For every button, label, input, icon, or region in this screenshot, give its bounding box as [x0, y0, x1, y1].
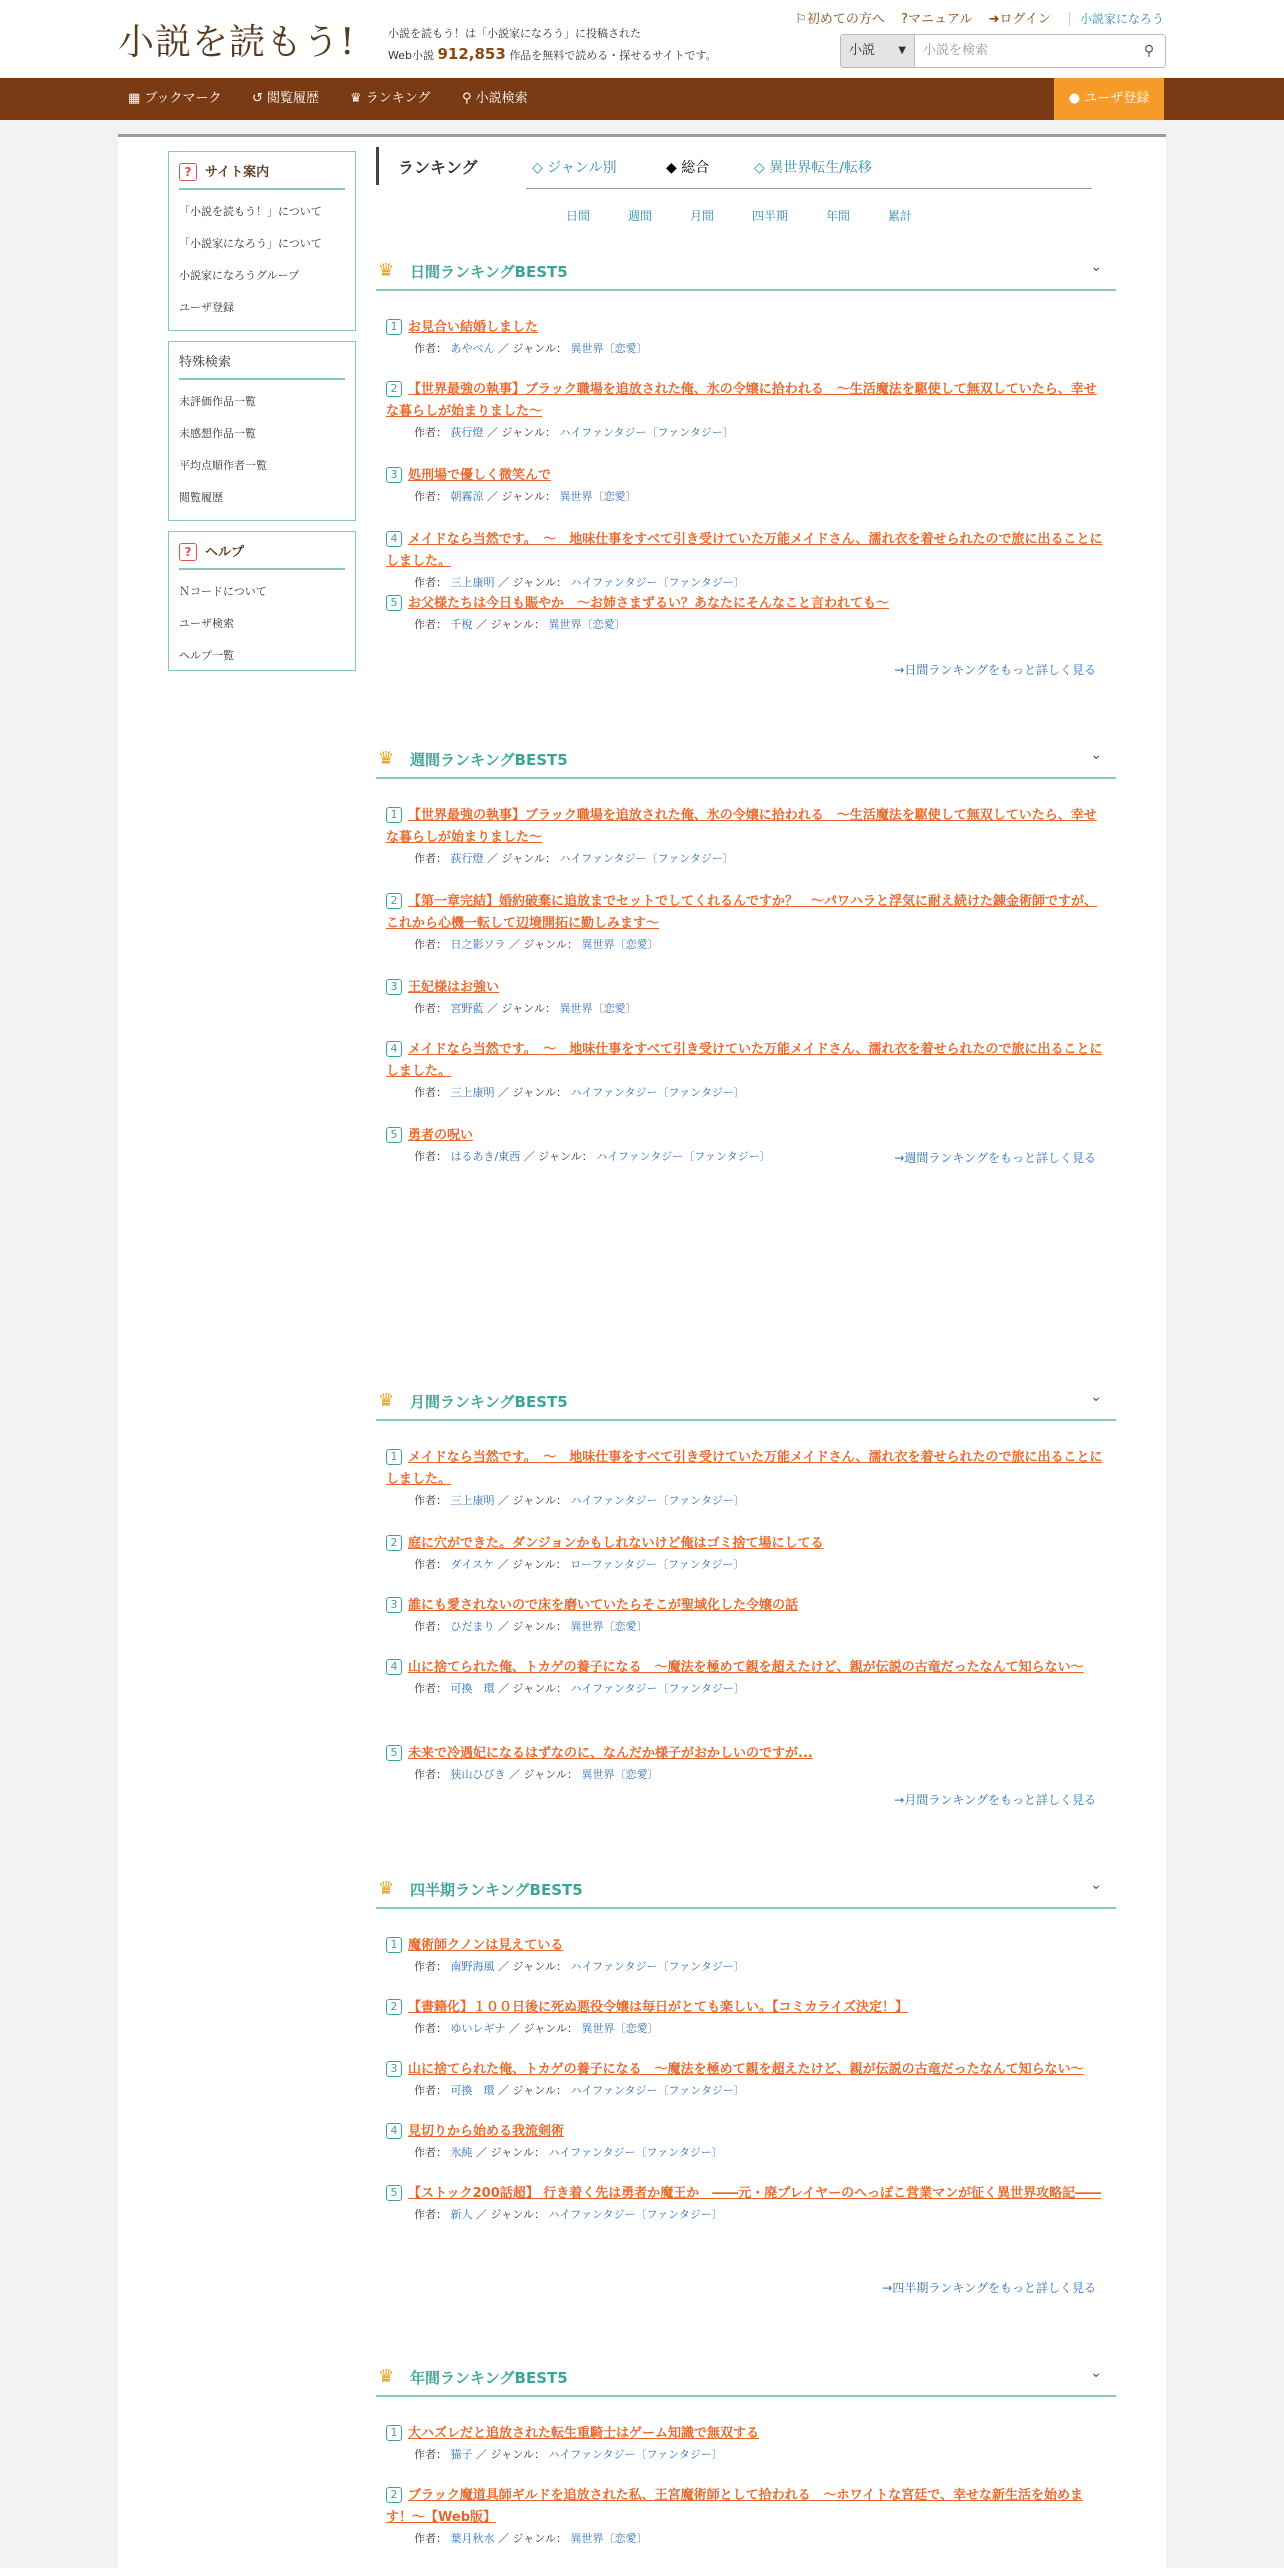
genre-label: ／ ジャンル：: [498, 342, 568, 355]
question-icon: ?: [901, 12, 908, 27]
genre-link[interactable]: ハイファンタジー〔ファンタジー〕: [570, 1494, 745, 1507]
beginner-link[interactable]: ⚐初めての方へ: [795, 12, 885, 27]
period-monthly[interactable]: 月間: [690, 209, 715, 223]
rank-badge: 2: [386, 1999, 402, 2015]
novel-title-link[interactable]: メイドなら当然です。 〜 地味仕事をすべて引き受けていた万能メイドさん、濡れ衣を着せられたので旅に出ることにしました。: [386, 1450, 1103, 1487]
genre-link[interactable]: 異世界〔恋愛〕: [570, 2532, 648, 2545]
author-label: 作者：: [414, 490, 447, 503]
crown-icon: ♛: [378, 1390, 395, 1411]
search-input[interactable]: 小説を検索: [923, 43, 989, 58]
sidebar-item-about-narou[interactable]: 「小説家になろう」について: [179, 237, 322, 250]
sidebar-item-about-yomou[interactable]: 「小説を読もう！」について: [179, 205, 322, 218]
genre-link[interactable]: ハイファンタジー〔ファンタジー〕: [548, 2448, 723, 2461]
list-item: [386, 379, 1106, 443]
work-count: 912,853: [437, 45, 506, 63]
author-link[interactable]: 三上康明: [450, 1494, 495, 1507]
novel-title-link[interactable]: メイドなら当然です。 〜 地味仕事をすべて引き受けていた万能メイドさん、濡れ衣を着せられたので旅に出ることにしました。: [386, 532, 1103, 569]
author-label: 作者：: [414, 2022, 447, 2035]
author-label: 作者：: [414, 1150, 447, 1163]
more-ranking-link[interactable]: →四半期ランキングをもっと詳しく見る: [882, 2281, 1096, 2295]
rank-badge: 3: [386, 979, 402, 995]
genre-label: ／ ジャンル：: [487, 426, 557, 439]
author-link[interactable]: 三上康明: [450, 576, 495, 589]
nav-history[interactable]: ↺ 閲覧履歴: [252, 91, 320, 106]
rank-badge: 1: [386, 319, 402, 335]
period-quarterly[interactable]: 四半期: [752, 209, 789, 223]
novel-meta: [386, 1765, 1106, 1785]
author-label: 作者：: [414, 1002, 447, 1015]
author-link[interactable]: 千梲: [450, 618, 473, 631]
section-header[interactable]: [376, 2357, 1116, 2397]
question-icon: ?: [179, 163, 197, 181]
genre-label: ／ ジャンル：: [498, 1494, 568, 1507]
list-item: [386, 593, 1106, 635]
ranking-section: [376, 251, 1116, 677]
period-yearly[interactable]: 年間: [826, 209, 851, 223]
genre-link[interactable]: ハイファンタジー〔ファンタジー〕: [570, 1086, 745, 1099]
list-item: [386, 2485, 1106, 2549]
period-daily[interactable]: 日間: [566, 209, 591, 223]
rank-badge: 4: [386, 1659, 402, 1675]
section-header[interactable]: [376, 1869, 1116, 1909]
sidebar-item-help-list[interactable]: ヘルプ一覧: [179, 649, 234, 662]
search-box: [840, 34, 1166, 68]
sidebar-guide: [168, 151, 356, 331]
author-link[interactable]: 南野海風: [450, 1960, 495, 1973]
section-header[interactable]: [376, 1381, 1116, 1421]
list-item: [386, 2183, 1106, 2225]
novel-meta: [386, 2143, 1106, 2163]
author-label: 作者：: [414, 576, 447, 589]
crown-icon: ♛: [378, 260, 395, 281]
rank-badge: 5: [386, 1745, 402, 1761]
genre-label: ／ ジャンル：: [498, 1960, 568, 1973]
rank-badge: 2: [386, 893, 402, 909]
chevron-down-icon[interactable]: ⌄: [1090, 259, 1102, 275]
author-label: 作者：: [414, 1682, 447, 1695]
sidebar-help: [168, 531, 356, 671]
chevron-down-icon[interactable]: ⌄: [1090, 1877, 1102, 1893]
genre-label: ／ ジャンル：: [487, 1002, 557, 1015]
author-label: 作者：: [414, 342, 447, 355]
genre-link[interactable]: ハイファンタジー〔ファンタジー〕: [559, 852, 734, 865]
tab-isekai[interactable]: ◇ 異世界転生/転移: [754, 160, 872, 176]
sidebar-item-user-search[interactable]: ユーザ検索: [179, 617, 234, 630]
ranking-tabs: [376, 147, 1126, 185]
sidebar-item-ncode[interactable]: Ｎコードについて: [179, 585, 267, 598]
genre-link[interactable]: 異世界〔恋愛〕: [559, 490, 637, 503]
list-item: [386, 317, 1106, 359]
section-header[interactable]: [376, 251, 1116, 291]
tagline-web: Web小説: [388, 49, 434, 62]
site-logo[interactable]: 小説を読もう!: [118, 22, 356, 63]
genre-label: ／ ジャンル：: [476, 2146, 546, 2159]
novel-title-link[interactable]: 【書籍化】１００日後に死ぬ悪役令嬢は毎日がとても楽しい。【コミカライズ決定！】: [408, 2000, 908, 2015]
rank-badge: 5: [386, 2185, 402, 2201]
sidebar-special-title: 特殊検索: [179, 346, 345, 380]
genre-link[interactable]: ローファンタジー〔ファンタジー〕: [570, 1558, 745, 1571]
genre-label: ／ ジャンル：: [497, 1558, 567, 1571]
genre-link[interactable]: 異世界〔恋愛〕: [581, 938, 659, 951]
genre-link[interactable]: 異世界〔恋愛〕: [548, 618, 626, 631]
genre-link[interactable]: ハイファンタジー〔ファンタジー〕: [548, 2208, 723, 2221]
novel-meta: [386, 849, 1106, 869]
author-link[interactable]: ひだまり: [450, 1620, 495, 1633]
sidebar-item-no-review[interactable]: 未感想作品一覧: [179, 427, 256, 440]
novel-title-link[interactable]: 処刑場で優しく微笑んで: [408, 468, 552, 483]
list-item: [386, 977, 1106, 1019]
list-item: [386, 2059, 1106, 2101]
list-item: [386, 1533, 1106, 1575]
novel-meta: [386, 2445, 1106, 2465]
user-icon: ●: [1068, 91, 1081, 106]
genre-label: ／ ジャンル：: [498, 1620, 568, 1633]
list-item: [386, 1743, 1106, 1785]
list-item: [386, 529, 1106, 593]
novel-title-link[interactable]: 【世界最強の執事】ブラック職場を追放された俺、氷の令嬢に拾われる ～生活魔法を駆使して無双していたら、幸せな暮らしが始まりました～: [386, 382, 1097, 419]
genre-label: ／ ジャンル：: [498, 576, 568, 589]
chevron-down-icon: ▼: [898, 45, 906, 56]
tab-overall[interactable]: ◆ 総合: [666, 160, 710, 176]
rank-badge: 1: [386, 807, 402, 823]
rank-badge: 5: [386, 595, 402, 611]
chevron-down-icon[interactable]: ⌄: [1090, 2365, 1102, 2381]
novel-meta: [386, 1555, 1106, 1575]
genre-label: ／ ジャンル：: [509, 938, 579, 951]
author-label: 作者：: [414, 938, 447, 951]
author-link[interactable]: 荻行燈: [450, 852, 484, 865]
section-title: 月間ランキングBEST5: [410, 1393, 568, 1411]
novel-meta: [386, 487, 1106, 507]
genre-label: ／ ジャンル：: [487, 490, 557, 503]
period-weekly[interactable]: 週間: [628, 209, 653, 223]
genre-label: ／ ジャンル：: [476, 2448, 546, 2461]
title-bar: [376, 147, 379, 185]
author-link[interactable]: 可換 環: [450, 2084, 495, 2097]
more-ranking-link[interactable]: →週間ランキングをもっと詳しく見る: [894, 1151, 1096, 1165]
crown-icon: ♛: [378, 2366, 395, 2387]
novel-title-link[interactable]: 魔術師クノンは見えている: [408, 1938, 564, 1953]
rank-badge: 3: [386, 467, 402, 483]
author-link[interactable]: 新人: [450, 2208, 473, 2221]
author-link[interactable]: 日之影ソラ: [450, 938, 506, 951]
sidebar-guide-title: ? サイト案内: [179, 156, 345, 190]
rank-badge: 1: [386, 1449, 402, 1465]
register-button[interactable]: ● ユーザ登録: [1054, 78, 1164, 120]
tagline-line-1: 小説を読もう！は「小説家になろう」に投稿された: [388, 27, 641, 40]
author-link[interactable]: 宮野藍: [450, 1002, 484, 1015]
rank-badge: 1: [386, 2425, 402, 2441]
section-title: 日間ランキングBEST5: [410, 263, 568, 281]
author-link[interactable]: 狭山ひびき: [450, 1768, 506, 1781]
novel-meta: [386, 573, 1106, 593]
author-link[interactable]: あやべん: [450, 342, 495, 355]
novel-meta: [386, 2529, 1106, 2549]
tagline-tail: 作品を無料で読める・探せるサイトです。: [509, 49, 717, 62]
sidebar-special: [168, 341, 356, 521]
novel-title-link[interactable]: 【世界最強の執事】ブラック職場を追放された俺、氷の令嬢に拾われる ～生活魔法を駆使して無双していたら、幸せな暮らしが始まりました～: [386, 808, 1097, 845]
genre-link[interactable]: ハイファンタジー〔ファンタジー〕: [570, 576, 745, 589]
list-item: [386, 1935, 1106, 1977]
genre-link[interactable]: ハイファンタジー〔ファンタジー〕: [548, 2146, 723, 2159]
author-link[interactable]: はるあき/東西: [450, 1150, 521, 1163]
crown-icon: ♛: [378, 1878, 395, 1899]
grid-icon: ▦: [128, 91, 141, 106]
novel-meta: [386, 1957, 1106, 1977]
genre-link[interactable]: ハイファンタジー〔ファンタジー〕: [570, 2084, 745, 2097]
list-item: [386, 465, 1106, 507]
question-icon: ?: [179, 543, 197, 561]
novel-meta: [386, 2081, 1106, 2101]
sidebar-help-title: ? ヘルプ: [179, 536, 345, 570]
rank-badge: 3: [386, 1597, 402, 1613]
genre-label: ／ ジャンル：: [487, 852, 557, 865]
search-type-select[interactable]: 小説 ▼: [841, 35, 915, 67]
novel-meta: [386, 1083, 1106, 1103]
novel-title-link[interactable]: メイドなら当然です。 〜 地味仕事をすべて引き受けていた万能メイドさん、濡れ衣を着せられたので旅に出ることにしました。: [386, 1042, 1103, 1079]
sidebar-item-unrated[interactable]: 未評価作品一覧: [179, 395, 256, 408]
genre-link[interactable]: 異世界〔恋愛〕: [570, 342, 648, 355]
novel-title-link[interactable]: お見合い結婚しました: [408, 320, 539, 335]
nav-bookmark[interactable]: ▦ ブックマーク: [128, 91, 222, 106]
list-item: [386, 805, 1106, 869]
author-label: 作者：: [414, 2208, 447, 2221]
novel-meta: [386, 2205, 1106, 2225]
chevron-down-icon[interactable]: ⌄: [1090, 1389, 1102, 1405]
novel-meta: [386, 339, 1106, 359]
novel-meta: [386, 1491, 1106, 1511]
manual-link[interactable]: ?マニュアル: [901, 12, 973, 27]
author-label: 作者：: [414, 618, 447, 631]
search-icon: ⚲: [1143, 43, 1155, 59]
search-icon: ⚲: [462, 91, 472, 106]
genre-link[interactable]: 異世界〔恋愛〕: [581, 2022, 659, 2035]
narou-link[interactable]: 小説家になろう: [1069, 12, 1164, 26]
author-label: 作者：: [414, 1086, 447, 1099]
login-link[interactable]: ➜ログイン: [988, 12, 1051, 27]
list-item: [386, 1997, 1106, 2039]
rank-badge: 1: [386, 1937, 402, 1953]
ranking-section: [376, 2357, 1116, 2545]
novel-meta: [386, 2019, 1106, 2039]
page-title: ランキング: [398, 158, 478, 177]
nav-search[interactable]: ⚲ 小説検索: [462, 91, 528, 106]
genre-link[interactable]: ハイファンタジー〔ファンタジー〕: [570, 1960, 745, 1973]
author-label: 作者：: [414, 852, 447, 865]
section-title: 週間ランキングBEST5: [410, 751, 568, 769]
rank-badge: 4: [386, 531, 402, 547]
novel-title-link[interactable]: 山に捨てられた俺、トカゲの養子になる ～魔法を極めて親を超えたけど、親が伝説の古竜だったなんて知らない～: [408, 2062, 1084, 2077]
author-label: 作者：: [414, 1620, 447, 1633]
list-item: [386, 1447, 1106, 1511]
login-icon: ➜: [988, 12, 1000, 27]
genre-label: ／ ジャンル：: [498, 1086, 568, 1099]
section-title: 年間ランキングBEST5: [410, 2369, 568, 2387]
tabs-underline: [526, 188, 1092, 189]
site-tagline: [388, 24, 717, 66]
top-links: [783, 8, 1164, 27]
ranking-section: [376, 1381, 1116, 1807]
genre-label: ／ ジャンル：: [476, 2208, 546, 2221]
genre-label: ／ ジャンル：: [509, 2022, 579, 2035]
rank-badge: 4: [386, 2123, 402, 2139]
novel-title-link[interactable]: 見切りから始める我流剣術: [408, 2124, 565, 2139]
genre-label: ／ ジャンル：: [523, 1150, 593, 1163]
list-item: [386, 2121, 1106, 2163]
nav-ranking[interactable]: ♛ ランキング: [350, 91, 431, 106]
main-container: [118, 134, 1166, 2568]
sidebar-item-history[interactable]: 閲覧履歴: [179, 491, 223, 504]
list-item: [386, 2423, 1106, 2465]
novel-title-link[interactable]: 【ストック200話超】 行き着く先は勇者か魔王か ――元・廃プレイヤーのへっぽこ営業マンが征く異世界攻略記――: [408, 2186, 1102, 2201]
ranking-section: [376, 1869, 1116, 2295]
novel-title-link[interactable]: ブラック魔道具師ギルドを追放された私、王宮魔術師として拾われる ～ホワイトな宮廷で、幸せな新生活を始めます！～【Web版】: [386, 2488, 1083, 2525]
section-title: 四半期ランキングBEST5: [410, 1881, 583, 1899]
novel-title-link[interactable]: お父様たちは今日も賑やか ～お姉さまずるい？あなたにそんなこと言われても～: [408, 596, 890, 611]
more-ranking-link[interactable]: →月間ランキングをもっと詳しく見る: [894, 1793, 1096, 1807]
more-ranking-link[interactable]: →日間ランキングをもっと詳しく見る: [894, 663, 1096, 677]
novel-meta: [386, 935, 1106, 955]
chevron-down-icon[interactable]: ⌄: [1090, 747, 1102, 763]
sidebar-item-group[interactable]: 小説家になろうグループ: [179, 269, 300, 282]
main-nav: [0, 78, 1284, 120]
genre-link[interactable]: 異世界〔恋愛〕: [581, 1768, 659, 1781]
crown-icon: ♛: [350, 91, 362, 106]
history-icon: ↺: [252, 91, 263, 106]
author-label: 作者：: [414, 1960, 447, 1973]
author-link[interactable]: 可換 環: [450, 1682, 495, 1695]
flag-icon: ⚐: [795, 12, 807, 27]
novel-title-link[interactable]: 勇者の呪い: [408, 1128, 474, 1143]
author-link[interactable]: ゆいレギナ: [450, 2022, 506, 2035]
genre-link[interactable]: ハイファンタジー〔ファンタジー〕: [596, 1150, 771, 1163]
novel-title-link[interactable]: 誰にも愛されないので床を磨いていたらそこが聖域化した令嬢の話: [408, 1598, 799, 1613]
genre-link[interactable]: 異世界〔恋愛〕: [570, 1620, 648, 1633]
tab-genre[interactable]: ◇ ジャンル別: [532, 160, 617, 176]
list-item: [386, 891, 1106, 955]
author-label: 作者：: [414, 2084, 447, 2097]
novel-title-link[interactable]: 【第一章完結】婚約破棄に追放までセットでしてくれるんですか？ ～パワハラと浮気に耐え続けた錬金術師ですが、これから心機一転して辺境開拓に勤しみます～: [386, 894, 1098, 931]
author-link[interactable]: 猫子: [450, 2448, 473, 2461]
section-header[interactable]: [376, 739, 1116, 779]
author-link[interactable]: 朝霧涼: [450, 490, 484, 503]
novel-title-link[interactable]: 庭に穴ができた。ダンジョンかもしれないけど俺はゴミ捨て場にしてる: [408, 1536, 824, 1551]
genre-link[interactable]: ハイファンタジー〔ファンタジー〕: [570, 1682, 745, 1695]
genre-label: ／ ジャンル：: [509, 1768, 579, 1781]
tagline-line-2: [388, 44, 717, 66]
genre-label: ／ ジャンル：: [498, 2084, 568, 2097]
list-item: [386, 1657, 1106, 1699]
novel-meta: [386, 615, 1106, 635]
author-label: 作者：: [414, 426, 447, 439]
novel-title-link[interactable]: 山に捨てられた俺、トカゲの養子になる ～魔法を極めて親を超えたけど、親が伝説の古竜だったなんて知らない～: [408, 1660, 1084, 1675]
author-label: 作者：: [414, 1768, 447, 1781]
rank-badge: 3: [386, 2061, 402, 2077]
novel-title-link[interactable]: 王妃様はお強い: [408, 980, 500, 995]
genre-link[interactable]: ハイファンタジー〔ファンタジー〕: [559, 426, 734, 439]
genre-link[interactable]: 異世界〔恋愛〕: [559, 1002, 637, 1015]
genre-label: ／ ジャンル：: [498, 2532, 568, 2545]
genre-label: ／ ジャンル：: [476, 618, 546, 631]
sidebar-item-average[interactable]: 平均点順作者一覧: [179, 459, 267, 472]
list-item: [386, 1595, 1106, 1637]
rank-badge: 2: [386, 2487, 402, 2503]
novel-title-link[interactable]: 未来で冷遇妃になるはずなのに、なんだか様子がおかしいのですが...: [408, 1746, 813, 1761]
rank-badge: 5: [386, 1127, 402, 1143]
novel-meta: [386, 1679, 1106, 1699]
author-link[interactable]: ダイスケ: [450, 1558, 495, 1571]
site-header: [0, 0, 1284, 78]
author-label: 作者：: [414, 2146, 447, 2159]
novel-meta: [386, 1617, 1106, 1637]
author-link[interactable]: 氷純: [450, 2146, 473, 2159]
author-link[interactable]: 三上康明: [450, 1086, 495, 1099]
period-total[interactable]: 累計: [888, 209, 913, 223]
rank-badge: 4: [386, 1041, 402, 1057]
rank-badge: 2: [386, 381, 402, 397]
crown-icon: ♛: [378, 748, 395, 769]
author-label: 作者：: [414, 2532, 447, 2545]
author-label: 作者：: [414, 1494, 447, 1507]
author-link[interactable]: 葉月秋水: [450, 2532, 495, 2545]
rank-badge: 2: [386, 1535, 402, 1551]
author-label: 作者：: [414, 1558, 447, 1571]
author-link[interactable]: 荻行燈: [450, 426, 484, 439]
search-button[interactable]: [1133, 35, 1165, 67]
author-label: 作者：: [414, 2448, 447, 2461]
novel-title-link[interactable]: 大ハズレだと追放された転生重騎士はゲーム知識で無双する: [408, 2426, 760, 2441]
genre-label: ／ ジャンル：: [498, 1682, 568, 1695]
novel-meta: [386, 423, 1106, 443]
list-item: [386, 1039, 1106, 1103]
novel-meta: [386, 999, 1106, 1019]
ranking-section: [376, 739, 1116, 1165]
sidebar-item-register[interactable]: ユーザ登録: [179, 301, 234, 314]
